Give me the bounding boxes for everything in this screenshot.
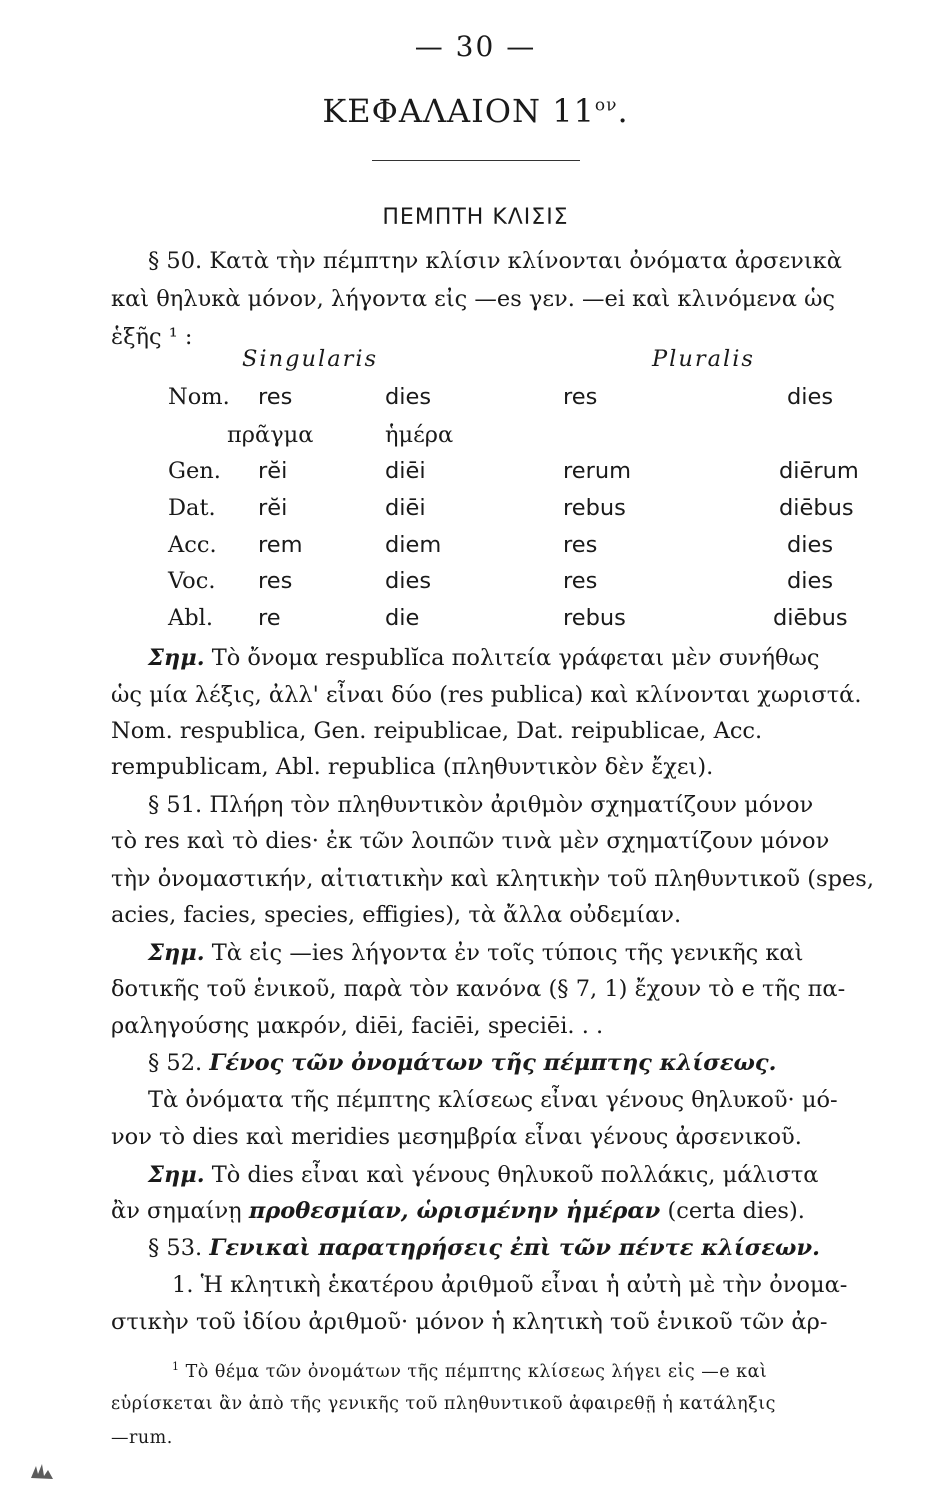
chapter-title: ΚΕΦΑΛΑΙΟΝ [322, 92, 542, 130]
table-cell: dies [787, 532, 834, 558]
table-cell: diēbus [773, 605, 848, 631]
header-singular: Singularis [242, 346, 379, 372]
table-cell: res [563, 384, 598, 410]
table-cell: diēbus [779, 495, 854, 521]
note-2-line-2: δοτικῆς τοῦ ἑνικοῦ, παρὰ τὸν κανόνα (§ 7, 1) ἔχουν τὸ e τῆς πα- [111, 976, 846, 1002]
header-plural: Pluralis [652, 346, 755, 372]
table-cell: rerum [563, 458, 632, 484]
note-2-line-1: Σημ. Τὰ εἰς —ies λήγοντα ἐν τοῖς τύποις τῆς γενικῆς καὶ [148, 940, 804, 966]
note-label: Σημ. [148, 940, 205, 966]
chapter-suffix: ον [594, 95, 618, 116]
divider [372, 160, 580, 161]
case-label: Dat. [168, 495, 216, 521]
page-number: — 30 — [414, 30, 537, 63]
intro-line-3: ἑξῆς ¹ : [111, 324, 193, 350]
ink-blot-decoration [28, 1460, 56, 1482]
table-cell: dies [385, 384, 432, 410]
note-1-line-4: rempublicam, Abl. republica (πληθυντικὸν δὲν ἔχει). [111, 754, 714, 780]
note-2-line-3: ραληγούσης μακρόν, diēi, faciēi, speciēi. . . [111, 1013, 604, 1039]
s53-heading: § 53. Γενικαὶ παρατηρήσεις ἐπὶ τῶν πέντε κλίσεων. [148, 1235, 820, 1261]
footnote-line-2: εὑρίσκεται ἂν ἀπὸ τῆς γενικῆς τοῦ πληθυντικοῦ ἀφαιρεθῇ ἡ κατάληξις [111, 1394, 776, 1414]
table-cell: diēi [385, 495, 426, 521]
table-cell: res [258, 384, 293, 410]
table-cell: rebus [563, 605, 626, 631]
s52-line-2: νον τὸ dies καὶ meridies μεσημβρία εἶναι γένους ἀρσενικοῦ. [111, 1124, 802, 1150]
table-cell: rĕi [258, 458, 288, 484]
table-cell: res [563, 532, 598, 558]
table-cell: diem [385, 532, 442, 558]
table-cell: rem [258, 532, 303, 558]
note-label: Σημ. [148, 645, 205, 671]
chapter-heading [0, 92, 951, 130]
table-cell: res [563, 568, 598, 594]
note-1-line-2: ὡς μία λέξις, ἀλλ' εἶναι δύο (res publica) καὶ κλίνονται χωριστά. [111, 682, 862, 708]
table-cell: rĕi [258, 495, 288, 521]
table-cell: dies [787, 568, 834, 594]
s52-line-1: Τὰ ὀνόματα τῆς πέμπτης κλίσεως εἶναι γένους θηλυκοῦ· μό- [148, 1087, 838, 1113]
section-title: ΠΕΜΠΤΗ ΚΛΙΣΙΣ [382, 205, 569, 230]
table-cell: re [258, 605, 281, 631]
table-cell: diēi [385, 458, 426, 484]
s53-line-1: 1. Ἡ κλητικὴ ἑκατέρου ἀριθμοῦ εἶναι ἡ αὐτὴ μὲ τὴν ὀνομα- [172, 1272, 848, 1298]
s51-line-3: τὴν ὀνομαστικήν, αἰτιατικὴν καὶ κλητικὴν τοῦ πληθυντικοῦ (spes, [111, 866, 875, 892]
case-label: Nom. [168, 384, 230, 410]
s51-line-1: § 51. Πλήρη τὸν πληθυντικὸν ἀριθμὸν σχηματίζουν μόνον [148, 792, 814, 818]
footnote-line-1: $^1$ Τὸ θέμα τῶν ὀνομάτων τῆς πέμπτης κλίσεως λήγει εἰς —e καὶ [172, 1360, 768, 1382]
case-label: Voc. [168, 568, 216, 594]
table-cell: dies [385, 568, 432, 594]
note-label: Σημ. [148, 1162, 205, 1188]
s51-line-4: acies, facies, species, effigies), τὰ ἄλλα οὐδεμίαν. [111, 902, 682, 928]
case-label: Abl. [168, 605, 213, 631]
note-3-line-2: ἂν σημαίνῃ προθεσμίαν, ὡρισμένην ἡμέραν (certa dies). [111, 1198, 805, 1224]
footnote-line-3: —rum. [111, 1428, 173, 1448]
table-cell: rebus [563, 495, 626, 521]
intro-line-2: καὶ θηλυκὰ μόνον, λήγοντα εἰς —es γεν. —ei καὶ κλινόμενα ὡς [111, 286, 836, 312]
case-label: Acc. [168, 532, 217, 558]
s51-line-2: τὸ res καὶ τὸ dies· ἐκ τῶν λοιπῶν τινὰ μὲν σχηματίζουν μόνον [111, 828, 830, 854]
table-cell: res [258, 568, 293, 594]
note-1-line-1: Σημ. Τὸ ὄνομα respublĭca πολιτεία γράφεται μὲν συνήθως [148, 645, 820, 671]
intro-line-1: § 50. Κατὰ τὴν πέμπτην κλίσιν κλίνονται ὀνόματα ἀρσενικὰ [148, 248, 842, 274]
table-cell-gloss: πρᾶγμα [227, 422, 314, 448]
chapter-number: 11 [552, 92, 595, 130]
table-cell: die [385, 605, 420, 631]
table-cell: diērum [779, 458, 859, 484]
table-cell-gloss: ἡμέρα [385, 422, 454, 448]
chapter-dot: . [617, 92, 629, 130]
s53-line-2: στικὴν τοῦ ἰδίου ἀριθμοῦ· μόνον ἡ κλητικὴ τοῦ ἑνικοῦ τῶν ἀρ- [111, 1309, 828, 1335]
note-1-line-3: Nom. respublica, Gen. reipublicae, Dat. reipublicae, Acc. [111, 718, 763, 744]
s52-heading: § 52. Γένος τῶν ὀνομάτων τῆς πέμπτης κλίσεως. [148, 1050, 777, 1076]
footnote-mark: 1 [172, 1360, 180, 1373]
case-label: Gen. [168, 458, 221, 484]
table-cell: dies [787, 384, 834, 410]
note-3-line-1: Σημ. Τὸ dies εἶναι καὶ γένους θηλυκοῦ πολλάκις, μάλιστα [148, 1162, 819, 1188]
